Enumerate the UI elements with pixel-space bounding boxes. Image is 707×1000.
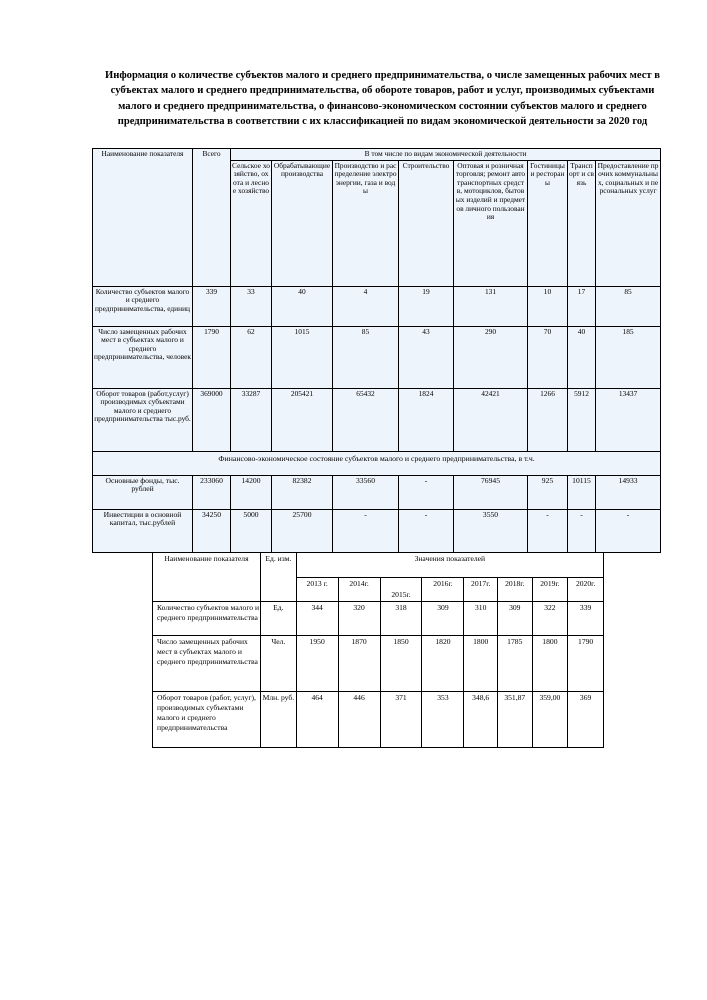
cell-value: 82382 — [272, 475, 333, 509]
cell-value: 34250 — [193, 509, 231, 552]
cell-value: 309 — [422, 602, 464, 636]
cell-value: 40 — [272, 286, 333, 326]
cell-value: 33560 — [333, 475, 399, 509]
cell-value: 70 — [528, 326, 568, 388]
cell-value: - — [528, 509, 568, 552]
cell-value: 446 — [338, 692, 380, 748]
cell-value: - — [568, 509, 596, 552]
cell-value: 62 — [231, 326, 272, 388]
cell-value: 85 — [333, 326, 399, 388]
cell-value: 318 — [380, 602, 422, 636]
row-unit: Ед. — [261, 602, 297, 636]
cell-value: 348,6 — [464, 692, 498, 748]
header-name: Наименование показателя — [153, 553, 261, 602]
cell-value: 17 — [568, 286, 596, 326]
cell-value: 290 — [454, 326, 528, 388]
cell-value: - — [399, 475, 454, 509]
table-row — [93, 286, 661, 326]
header-year: 2014г. — [338, 578, 380, 602]
cell-value: 205421 — [272, 388, 333, 451]
header-year: 2017г. — [464, 578, 498, 602]
row-label: Инвестиции в основной капитал, тыс.рублей — [93, 509, 193, 552]
cell-value: 1785 — [497, 636, 532, 692]
header-total: Всего — [193, 149, 231, 287]
cell-value: 339 — [568, 602, 604, 636]
cell-value: 42421 — [454, 388, 528, 451]
cell-value: 10 — [528, 286, 568, 326]
cell-value: 1800 — [532, 636, 568, 692]
cell-value: 4 — [333, 286, 399, 326]
cell-value: 43 — [399, 326, 454, 388]
activity-table — [92, 148, 661, 553]
cell-value: 233060 — [193, 475, 231, 509]
table-row — [93, 388, 661, 451]
cell-value: 353 — [422, 692, 464, 748]
cell-value: 925 — [528, 475, 568, 509]
header-name: Наименование показателя — [93, 149, 193, 287]
cell-value: 40 — [568, 326, 596, 388]
cell-value: - — [596, 509, 661, 552]
cell-value: 1870 — [338, 636, 380, 692]
header-activity-transport: Транспорт и связь — [568, 160, 596, 286]
cell-value: 33287 — [231, 388, 272, 451]
table-row — [153, 692, 604, 748]
row-label: Число замещенных рабочих мест в субъектах малого и среднего предпринимательства — [153, 636, 261, 692]
cell-value: 1790 — [568, 636, 604, 692]
cell-value: 1015 — [272, 326, 333, 388]
cell-value: 344 — [296, 602, 338, 636]
cell-value: 85 — [596, 286, 661, 326]
row-label: Оборот товаров (работ,услуг) производимых субъектами малого и среднего предпринимательства тыс.руб. — [93, 388, 193, 451]
cell-value: 309 — [497, 602, 532, 636]
cell-value: 65432 — [333, 388, 399, 451]
table-row — [93, 326, 661, 388]
cell-value: 76945 — [454, 475, 528, 509]
cell-value: 13437 — [596, 388, 661, 451]
table-row — [93, 509, 661, 552]
row-label: Количество субъектов малого и среднего предпринимательства, единиц — [93, 286, 193, 326]
cell-value: 464 — [296, 692, 338, 748]
document-title: Информация о количестве субъектов малого и среднего предпринимательства, о числе замещенных рабочих мест в субъектах малого и среднего предпринимательства, об обороте товаров, работ и услуг, производимых субъектами малого и среднего предпринимательства, о финансово-экономическом состоянии субъектов малого и среднего предпринимательства в соответствии с их классификацией по видам экономической деятельности за 2020 год — [105, 70, 660, 128]
cell-value: - — [333, 509, 399, 552]
cell-value: 1790 — [193, 326, 231, 388]
header-unit: Ед. изм. — [261, 553, 297, 602]
dynamics-table — [152, 552, 604, 748]
cell-value: 322 — [532, 602, 568, 636]
cell-value: 10115 — [568, 475, 596, 509]
cell-value: 320 — [338, 602, 380, 636]
row-unit: Чел. — [261, 636, 297, 692]
cell-value: 33 — [231, 286, 272, 326]
header-activity-trade: Оптовая и розничная торговля; ремонт автотранспортных средств, мотоциклов, бытовых изделий и предметов личного пользования — [454, 160, 528, 286]
table-row — [153, 636, 604, 692]
cell-value: 19 — [399, 286, 454, 326]
cell-value: 1800 — [464, 636, 498, 692]
cell-value: 5912 — [568, 388, 596, 451]
header-year: 2020г. — [568, 578, 604, 602]
cell-value: 25700 — [272, 509, 333, 552]
header-activity-services: Предоставление прочих коммунальных, социальных и персональных услуг — [596, 160, 661, 286]
cell-value: 131 — [454, 286, 528, 326]
header-activity-group: В том числе по видам экономической деятельности — [231, 149, 661, 161]
cell-value: 310 — [464, 602, 498, 636]
cell-value: 339 — [193, 286, 231, 326]
cell-value: 351,87 — [497, 692, 532, 748]
row-label: Оборот товаров (работ, услуг), производимых субъектами малого и среднего предпринимательства — [153, 692, 261, 748]
cell-value: 5000 — [231, 509, 272, 552]
row-label: Количество субъектов малого и среднего предпринимательства — [153, 602, 261, 636]
header-values-group: Значения показателей — [296, 553, 603, 578]
header-year: 2019г. — [532, 578, 568, 602]
header-year: 2018г. — [497, 578, 532, 602]
header-activity-hotels: Гостиницы и рестораны — [528, 160, 568, 286]
row-label: Основные фонды, тыс. рублей — [93, 475, 193, 509]
header-activity-manufacturing: Обрабатывающие производства — [272, 160, 333, 286]
table-row — [93, 475, 661, 509]
cell-value: 369 — [568, 692, 604, 748]
cell-value: 185 — [596, 326, 661, 388]
header-activity-utilities: Производство и распределение электроэнергии, газа и воды — [333, 160, 399, 286]
fin-section-header: Финансово-экономическое состояние субъектов малого и среднего предпринимательства, в т.ч. — [93, 451, 661, 475]
cell-value: 14933 — [596, 475, 661, 509]
cell-value: 359,00 — [532, 692, 568, 748]
cell-value: 1850 — [380, 636, 422, 692]
cell-value: 371 — [380, 692, 422, 748]
row-label: Число замещенных рабочих мест в субъектах малого и среднего предпринимательства, человек — [93, 326, 193, 388]
header-year: 2016г. — [422, 578, 464, 602]
cell-value: 1950 — [296, 636, 338, 692]
header-year: 2015г. — [380, 578, 422, 602]
cell-value: 3550 — [454, 509, 528, 552]
cell-value: 14200 — [231, 475, 272, 509]
header-activity-construction: Строительство — [399, 160, 454, 286]
cell-value: 369000 — [193, 388, 231, 451]
cell-value: - — [399, 509, 454, 552]
cell-value: 1824 — [399, 388, 454, 451]
cell-value: 1266 — [528, 388, 568, 451]
row-unit: Млн. руб. — [261, 692, 297, 748]
header-activity-agriculture: Сельское хозяйство, охота и лесное хозяйство — [231, 160, 272, 286]
table-row — [153, 602, 604, 636]
cell-value: 1820 — [422, 636, 464, 692]
header-year: 2013 г. — [296, 578, 338, 602]
